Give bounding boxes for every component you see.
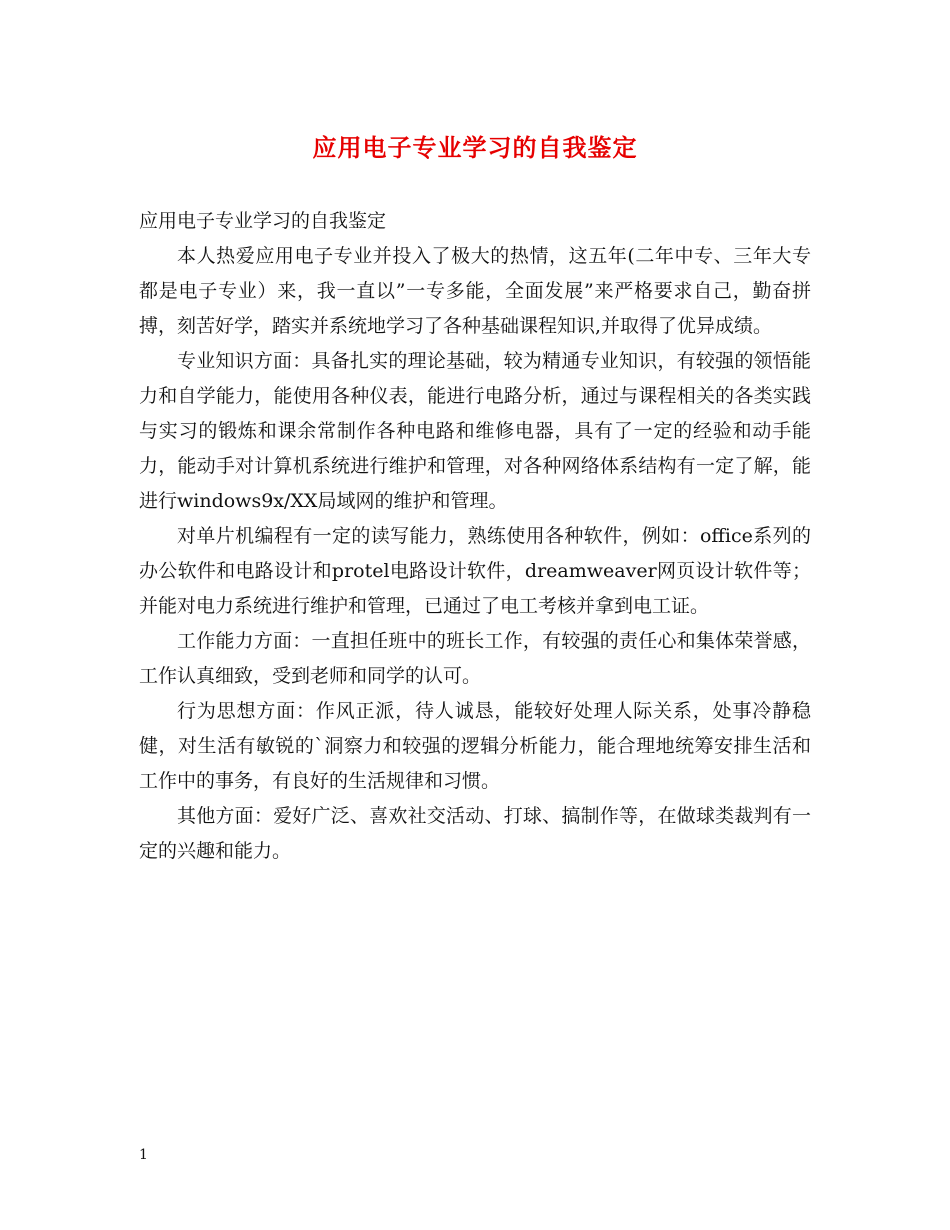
paragraph-professional-knowledge: 专业知识方面：具备扎实的理论基础，较为精通专业知识，有较强的领悟能力和自学能力，能使用各种仪表，能进行电路分析，通过与课程相关的各类实践与实习的锻炼和课余常制作各种电路和维修电器，具有了一定的经验和动手能力，能动手对计算机系统进行维护和管理，对各种网络体系结构有一定了解，能进行windows9x/XX局域网的维护和管理。 <box>139 350 811 512</box>
page-number: 1 <box>139 1147 148 1163</box>
paragraph-other: 其他方面：爱好广泛、喜欢社交活动、打球、搞制作等，在做球类裁判有一定的兴趣和能力。 <box>139 805 811 862</box>
document-body <box>139 204 811 869</box>
document-title: 应用电子专业学习的自我鉴定 <box>312 134 638 162</box>
paragraph-work-ability: 工作能力方面：一直担任班中的班长工作，有较强的责任心和集体荣誉感，工作认真细致，受到老师和同学的认可。 <box>139 630 811 687</box>
paragraph-intro: 本人热爱应用电子专业并投入了极大的热情，这五年(二年中专、三年大专都是电子专业）来，我一直以”一专多能，全面发展”来严格要求自己，勤奋拼搏，刻苦好学，踏实并系统地学习了各种基础课程知识,并取得了优异成绩。 <box>139 245 811 337</box>
document-subtitle: 应用电子专业学习的自我鉴定 <box>139 210 387 232</box>
paragraph-conduct: 行为思想方面：作风正派，待人诚恳，能较好处理人际关系，处事冷静稳健，对生活有敏锐的`洞察力和较强的逻辑分析能力，能合理地统筹安排生活和工作中的事务，有良好的生活规律和习惯。 <box>139 700 811 792</box>
paragraph-software-skills: 对单片机编程有一定的读写能力，熟练使用各种软件，例如：office系列的办公软件和电路设计和protel电路设计软件，dreamweaver网页设计软件等；并能对电力系统进行维护和管理，已通过了电工考核并拿到电工证。 <box>139 525 811 617</box>
